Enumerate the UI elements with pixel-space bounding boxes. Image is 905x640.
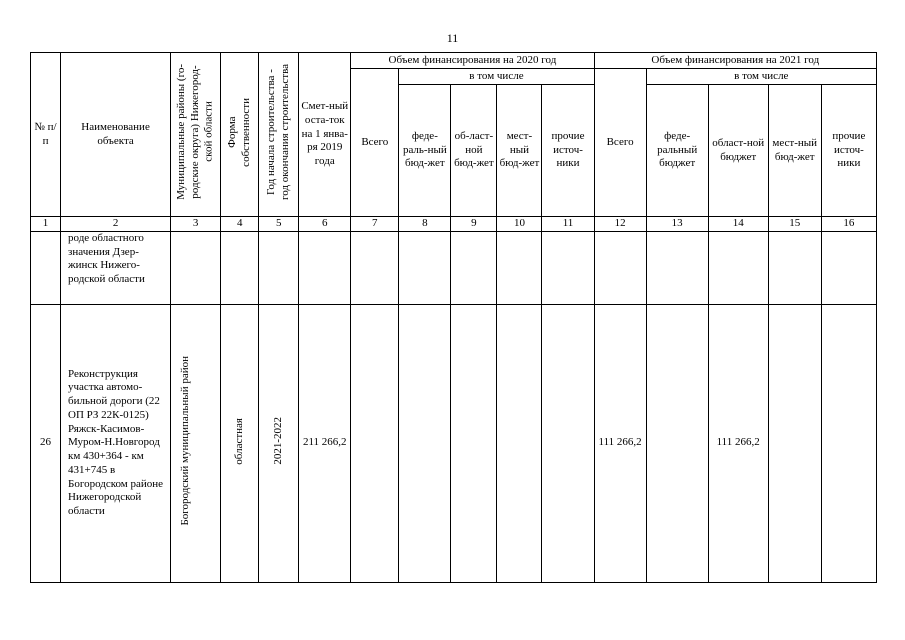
col-number: 5 xyxy=(259,217,299,232)
financing-table xyxy=(30,52,877,583)
col-number: 3 xyxy=(171,217,221,232)
row-number: 26 xyxy=(31,304,61,582)
years-cell: 2021-2022 xyxy=(259,304,299,582)
col-number: 14 xyxy=(708,217,768,232)
header-fin-2021: Объем финансирования на 2021 год xyxy=(594,53,876,69)
header-2020-total: Всего xyxy=(351,69,399,217)
regional-2021-cell: 111 266,2 xyxy=(708,304,768,582)
header-ownership: Форма собственности xyxy=(221,53,259,217)
district-cell: Богородский муниципальный район xyxy=(171,304,221,582)
header-2021-federal: феде-ральный бюджет xyxy=(646,85,708,217)
header-object-name: Наименование объекта xyxy=(61,53,171,217)
header-2021-local: мест-ный бюд-жет xyxy=(768,85,821,217)
object-name-continued: роде областного значения Дзер-жинск Нижего-родской области xyxy=(61,231,171,304)
col-number: 15 xyxy=(768,217,821,232)
table-row-continued xyxy=(31,231,877,304)
header-2021-total: Всего xyxy=(594,69,646,217)
col-number: 8 xyxy=(399,217,451,232)
header-years: Год начала строительства - год окончания строительства xyxy=(259,53,299,217)
header-balance: Смет-ный оста-ток на 1 янва-ря 2019 года xyxy=(299,53,351,217)
col-number: 6 xyxy=(299,217,351,232)
col-number: 9 xyxy=(451,217,497,232)
object-name: Реконструкция участка автомо-бильной дороги (22 ОП РЗ 22К-0125) Ряжск-Касимов-Муром-Н.Новгород км 430+364 - км 431+745 в Богородском районе Нижегородской области xyxy=(61,304,171,582)
col-number: 2 xyxy=(61,217,171,232)
header-2021-incl: в том числе xyxy=(646,69,876,85)
column-numbers-row xyxy=(31,217,877,232)
col-number: 1 xyxy=(31,217,61,232)
col-number: 11 xyxy=(542,217,594,232)
header-2020-local: мест-ный бюд-жет xyxy=(497,85,542,217)
page-number: 11 xyxy=(446,31,459,45)
total-2021-cell: 111 266,2 xyxy=(594,304,646,582)
header-district: Муниципальные районы (го- родские округа) Нижегород- ской области xyxy=(171,53,221,217)
table-row-26 xyxy=(31,304,877,582)
header-num: № п/п xyxy=(31,53,61,217)
header-2020-regional: об-ласт-ной бюд-жет xyxy=(451,85,497,217)
ownership-cell: областная xyxy=(221,304,259,582)
header-2020-other: прочие источ-ники xyxy=(542,85,594,217)
header-2021-regional: област-ной бюджет xyxy=(708,85,768,217)
header-row-1 xyxy=(31,53,877,69)
header-2020-federal: феде-раль-ный бюд-жет xyxy=(399,85,451,217)
balance-cell: 211 266,2 xyxy=(299,304,351,582)
header-fin-2020: Объем финансирования на 2020 год xyxy=(351,53,594,69)
col-number: 13 xyxy=(646,217,708,232)
col-number: 10 xyxy=(497,217,542,232)
col-number: 12 xyxy=(594,217,646,232)
col-number: 16 xyxy=(821,217,876,232)
col-number: 7 xyxy=(351,217,399,232)
col-number: 4 xyxy=(221,217,259,232)
header-2021-other: прочие источ-ники xyxy=(821,85,876,217)
header-2020-incl: в том числе xyxy=(399,69,594,85)
